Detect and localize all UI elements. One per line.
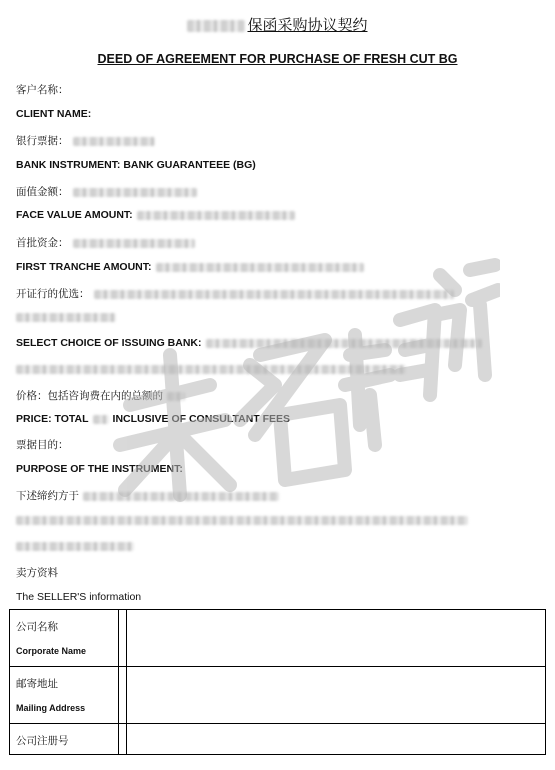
corporate-name-zh: 公司名称	[16, 621, 58, 633]
table-row-corporate-name	[10, 610, 545, 667]
redacted-text	[167, 392, 185, 401]
redacted-text	[187, 20, 245, 32]
redacted-text	[16, 313, 116, 322]
redacted-text	[16, 542, 134, 551]
redacted-text	[73, 188, 197, 197]
seller-heading-en: The SELLER'S information	[16, 591, 142, 603]
bank-instrument-en: BANK INSTRUMENT: BANK GUARANTEEE (BG)	[16, 159, 256, 171]
redacted-text	[206, 339, 482, 348]
title-zh-text: 保函采购协议契约	[247, 16, 368, 34]
client-name-zh: 客户名称：	[16, 84, 69, 96]
client-name-en: CLIENT NAME:	[16, 108, 92, 120]
purpose-zh: 票据目的：	[16, 439, 69, 451]
registration-number-zh: 公司注册号	[16, 735, 69, 747]
document-title-en: DEED OF AGREEMENT FOR PURCHASE OF FRESH CUT BG	[97, 52, 458, 66]
mailing-address-en: Mailing Address	[16, 703, 86, 713]
table-row-mailing-address	[10, 667, 545, 724]
redacted-text	[16, 516, 468, 525]
price-en: PRICE: TOTAL INCLUSIVE OF CONSULTANT FEES	[16, 413, 291, 425]
table-row-registration-number	[10, 724, 545, 756]
corporate-name-en: Corporate Name	[16, 646, 87, 656]
redacted-text	[73, 137, 155, 146]
seller-info-table	[9, 609, 546, 755]
first-tranche-zh: 首批资金：	[16, 235, 195, 250]
mailing-address-zh: 邮寄地址	[16, 678, 58, 690]
redacted-text	[73, 239, 195, 248]
price-zh: 价格：包括咨询费在内的总额的	[16, 388, 185, 403]
issuing-bank-zh: 开证行的优选：	[16, 286, 454, 301]
bank-instrument-zh: 银行票据：	[16, 133, 155, 148]
agreement-parties-zh: 下述缔约方于	[16, 488, 279, 503]
redacted-text	[156, 263, 364, 272]
document-title-zh	[0, 14, 555, 35]
redacted-text	[93, 415, 109, 424]
face-value-en: FACE VALUE AMOUNT:	[16, 209, 295, 221]
redacted-text	[83, 492, 279, 501]
first-tranche-en: FIRST TRANCHE AMOUNT:	[16, 261, 364, 273]
redacted-text	[137, 211, 295, 220]
purpose-en: PURPOSE OF THE INSTRUMENT:	[16, 463, 183, 475]
face-value-zh: 面值金额：	[16, 184, 197, 199]
seller-heading-zh: 卖方资料	[16, 567, 58, 579]
redacted-text	[16, 365, 406, 374]
redacted-text	[94, 290, 454, 299]
issuing-bank-en: SELECT CHOICE OF ISSUING BANK:	[16, 337, 482, 349]
